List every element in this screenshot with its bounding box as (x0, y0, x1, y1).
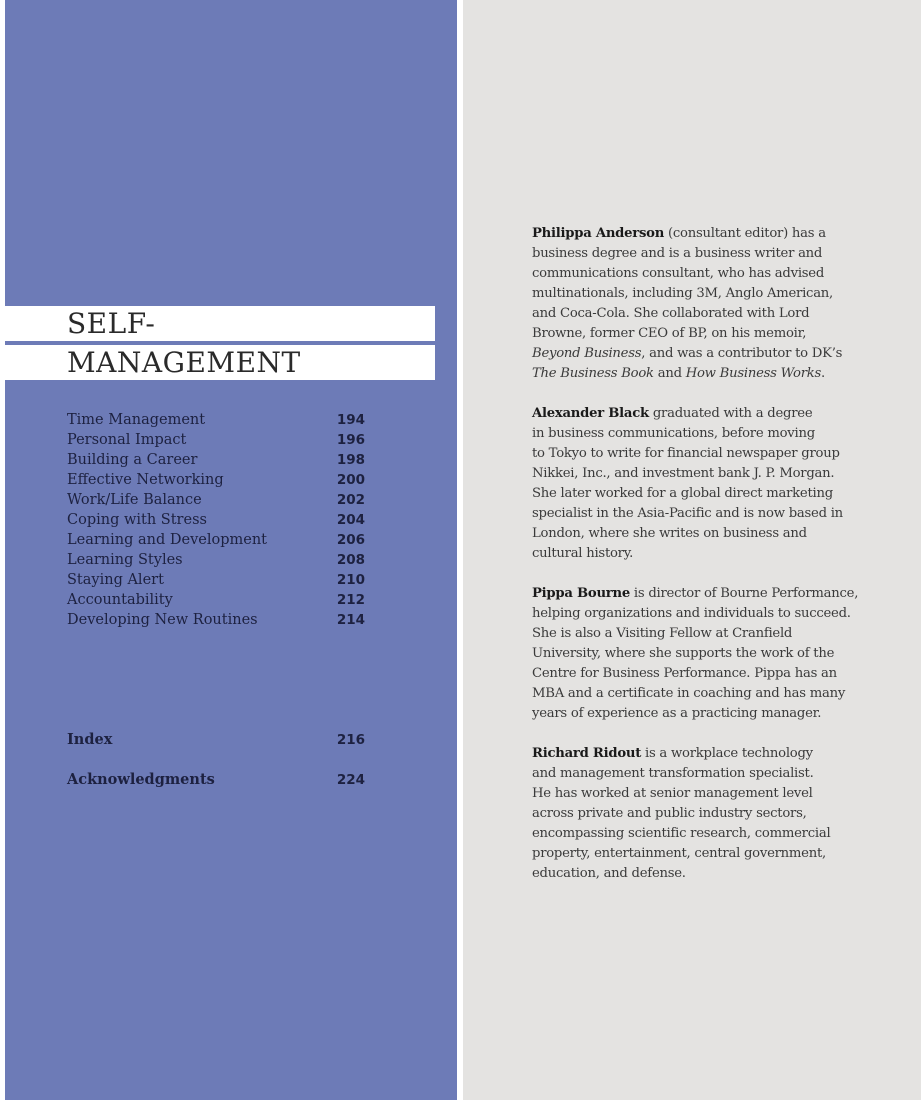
toc-entry-index[interactable] (67, 730, 365, 750)
bio-text: London, where she writes on business and (532, 526, 807, 541)
toc-entry-label: Effective Networking (67, 472, 224, 488)
contributor-name: Pippa Bourne (532, 586, 630, 601)
toc-entry[interactable] (67, 430, 365, 450)
bio-line (532, 824, 862, 844)
bio-text: She is also a Visiting Fellow at Cranfield (532, 626, 793, 641)
bio-text: and Coca-Cola. She collaborated with Lord (532, 306, 810, 321)
bio-text: to Tokyo to write for financial newspaper group (532, 446, 840, 461)
bio-line (532, 404, 862, 424)
bio-line (532, 684, 862, 704)
contributor-name: Richard Ridout (532, 746, 642, 761)
toc-entry-label: Developing New Routines (67, 612, 258, 628)
bio-line (532, 644, 862, 664)
bio-line (532, 504, 862, 524)
toc-entry-page: 208 (336, 552, 365, 568)
bio-line (532, 284, 862, 304)
bio-line (532, 324, 862, 344)
toc-entry-page: 202 (336, 492, 365, 508)
toc-entry-label: Accountability (67, 592, 173, 608)
toc-entry[interactable] (67, 590, 365, 610)
bio-text: helping organizations and individuals to succeed. (532, 606, 851, 621)
toc-entry[interactable] (67, 470, 365, 490)
bio-line (532, 744, 862, 764)
toc-entry-page: 204 (336, 512, 365, 528)
table-of-contents (67, 410, 365, 630)
bio-text: University, where she supports the work of the (532, 646, 835, 661)
bio-line (532, 244, 862, 264)
bio-line (532, 424, 862, 444)
toc-entry-label: Personal Impact (67, 432, 187, 448)
toc-entry-label: Learning Styles (67, 552, 183, 568)
bio-line (532, 604, 862, 624)
toc-entry-label: Building a Career (67, 452, 198, 468)
contributor-bio (532, 404, 862, 564)
bio-line (532, 344, 862, 364)
toc-entry-page: 206 (336, 532, 365, 548)
book-title: How Business Works (685, 366, 822, 381)
bio-line (532, 304, 862, 324)
bio-text: He has worked at senior management level (532, 786, 813, 801)
book-title: The Business Book (532, 366, 654, 381)
contributor-bio (532, 584, 862, 724)
toc-entry-page: 214 (336, 612, 365, 628)
bio-text: . (821, 366, 825, 381)
contributor-bio (532, 744, 862, 884)
bio-text: and management transformation specialist. (532, 766, 814, 781)
bio-text: cultural history. (532, 546, 634, 561)
contributor-name: Alexander Black (532, 406, 649, 421)
bio-line (532, 484, 862, 504)
bio-text: and (653, 366, 686, 381)
bio-text: , and was a contributor to DK’s (641, 346, 843, 361)
section-title-line2: MANAGEMENT (67, 346, 301, 379)
toc-entry-page: 194 (336, 412, 365, 428)
toc-entry[interactable] (67, 570, 365, 590)
toc-entry-page: 212 (336, 592, 365, 608)
bio-line (532, 444, 862, 464)
toc-entry-label: Staying Alert (67, 572, 164, 588)
bio-text: in business communications, before moving (532, 426, 815, 441)
bio-line (532, 224, 862, 244)
toc-entry[interactable] (67, 450, 365, 470)
bio-line (532, 544, 862, 564)
toc-entry-page: 200 (336, 472, 365, 488)
bio-text: Nikkei, Inc., and investment bank J. P. Morgan. (532, 466, 835, 481)
toc-entry[interactable] (67, 490, 365, 510)
toc-entry-page: 198 (336, 452, 365, 468)
bio-text: education, and defense. (532, 866, 686, 881)
bio-line (532, 464, 862, 484)
book-title: Beyond Business (532, 346, 642, 361)
toc-entry-page: 224 (336, 772, 365, 788)
toc-entry-page: 210 (336, 572, 365, 588)
bio-line (532, 584, 862, 604)
toc-entry-page: 216 (336, 732, 365, 748)
toc-entry-page: 196 (336, 432, 365, 448)
bio-line (532, 844, 862, 864)
bio-text: is director of Bourne Performance, (629, 586, 859, 601)
bio-text: is a workplace technology (641, 746, 813, 761)
bio-text: She later worked for a global direct marketing (532, 486, 833, 501)
bio-text: encompassing scientific research, commercial (532, 826, 831, 841)
bio-line (532, 804, 862, 824)
bio-text: (consultant editor) has a (664, 226, 826, 241)
bio-text: Browne, former CEO of BP, on his memoir, (532, 326, 807, 341)
bio-text: communications consultant, who has advised (532, 266, 825, 281)
toc-entry[interactable] (67, 410, 365, 430)
bio-text: MBA and a certificate in coaching and has many (532, 686, 846, 701)
toc-entry[interactable] (67, 610, 365, 630)
toc-entry-acknowledgments[interactable] (67, 770, 365, 790)
toc-entry-label: Acknowledgments (67, 771, 215, 788)
bio-line (532, 784, 862, 804)
bio-line (532, 264, 862, 284)
toc-entry-label: Work/Life Balance (67, 492, 202, 508)
toc-entry-label: Learning and Development (67, 532, 267, 548)
bio-text: business degree and is a business writer and (532, 246, 823, 261)
bio-line (532, 624, 862, 644)
bio-line (532, 864, 862, 884)
toc-entry[interactable] (67, 530, 365, 550)
bio-text: Centre for Business Performance. Pippa has an (532, 666, 837, 681)
toc-entry[interactable] (67, 550, 365, 570)
toc-entry-label: Index (67, 731, 113, 748)
bio-line (532, 764, 862, 784)
bio-text: specialist in the Asia-Pacific and is now based in (532, 506, 843, 521)
contributor-bios (532, 224, 862, 904)
bio-text: multinationals, including 3M, Anglo American, (532, 286, 833, 301)
toc-entry-label: Time Management (67, 412, 206, 428)
toc-entry[interactable] (67, 510, 365, 530)
bio-line (532, 664, 862, 684)
contributor-name: Philippa Anderson (532, 226, 665, 241)
bio-text: property, entertainment, central government, (532, 846, 826, 861)
bio-line (532, 704, 862, 724)
section-title-line1: SELF- (67, 307, 156, 340)
toc-entry-label: Coping with Stress (67, 512, 207, 528)
bio-text: years of experience as a practicing manager. (532, 706, 822, 721)
bio-line (532, 524, 862, 544)
bio-text: graduated with a degree (648, 406, 813, 421)
bio-line (532, 364, 862, 384)
bio-text: across private and public industry sectors, (532, 806, 807, 821)
contributor-bio (532, 224, 862, 384)
